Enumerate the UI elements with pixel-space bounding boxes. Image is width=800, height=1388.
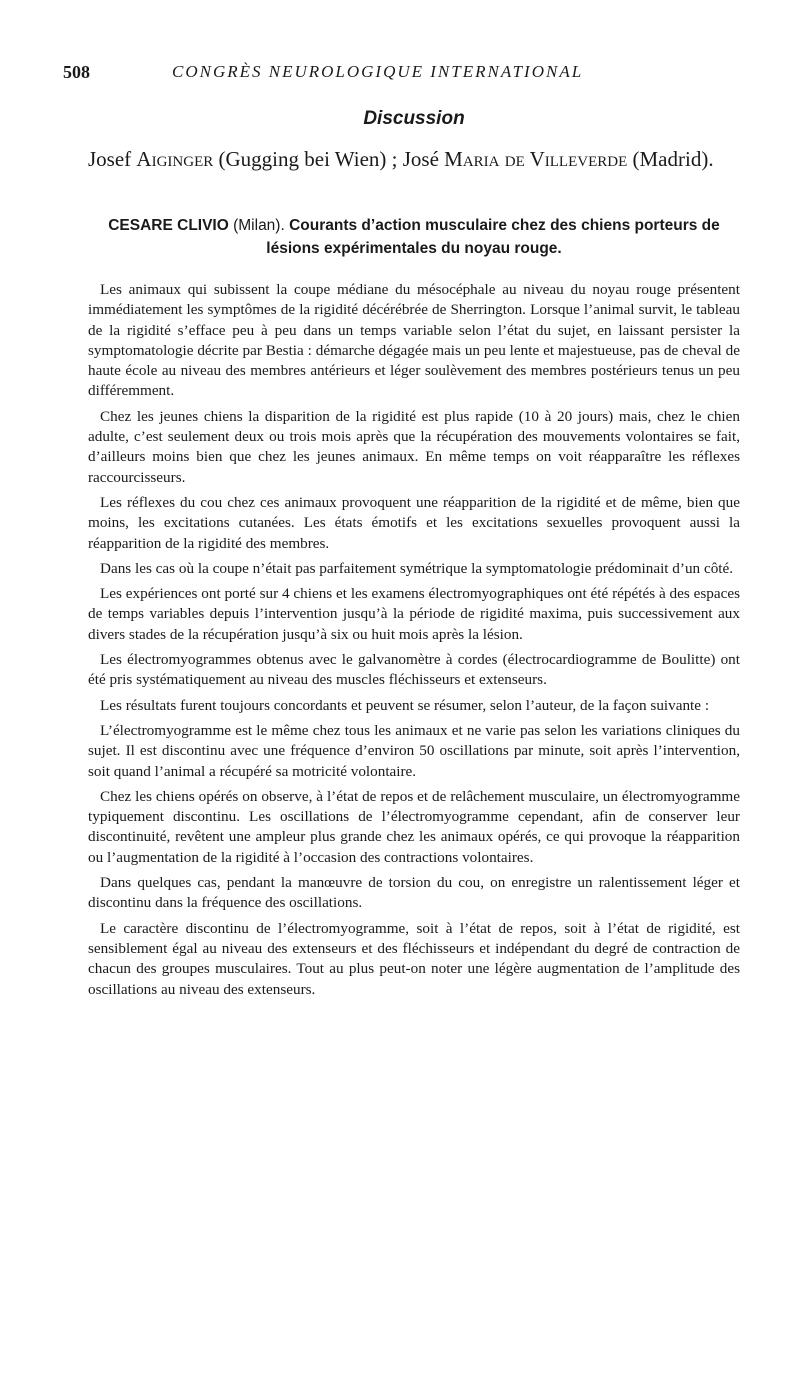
page	[63, 56, 740, 1005]
discussant-last-name: Aiginger	[136, 147, 214, 171]
page-number: 508	[63, 62, 90, 82]
running-title: CONGRÈS NEUROLOGIQUE INTERNATIONAL	[172, 62, 584, 81]
paragraph: Les animaux qui subissent la coupe médiane du mésocéphale au niveau du noyau rouge présentent immédiatement les symptômes de la rigidité décérébrée de Sherrington. Lorsque l’animal survit, le tableau de la rigidité s’efface peu à peu dans un temps variable selon l’état du sujet, en laissant persister la symptomatologie décrite par Bestia : démarche dégagée mais un peu lente et majestueuse, pas de cheval de haute école au niveau des membres antérieurs et léger soulèvement des membres postérieurs tenus un peu différemment.	[88, 281, 740, 400]
paragraph: Chez les jeunes chiens la disparition de la rigidité est plus rapide (10 à 20 jours) mais, chez le chien adulte, c’est seulement deux ou trois mois après que la récupération des mouvements volontaires se fait, d’ailleurs moins bien que chez les jeunes animaux. En même temps on voit réapparaître les réflexes raccourcisseurs.	[88, 407, 740, 486]
paragraph: Les expériences ont porté sur 4 chiens et les examens électromyographiques ont été répétés à des espaces de temps variables depuis l’intervention jusqu’à la période de rigidité maxima, puis successivement aux divers stades de la récupération jusqu’à six ou huit mois après la lésion.	[88, 585, 740, 643]
article-title: Courants d’action musculaire chez des chiens porteurs de lésions expérimentales du noyau rouge.	[266, 217, 720, 257]
paragraph: Les réflexes du cou chez ces animaux provoquent une réapparition de la rigidité et de même, bien que moins, les excitations cutanées. Les états émotifs et les excitations sexuelles provoquent aussi la réapparition de la rigidité des membres.	[88, 493, 740, 552]
paragraph: Chez les chiens opérés on observe, à l’état de repos et de relâchement musculaire, un électromyogramme typiquement discontinu. Les oscillations de l’électromyogramme cependant, afin de conserver leur discontinuité, revêtent une ampleur plus grande chez les animaux opérés, ce qui provoque la réapparition ou l’augmentation de la rigidité à l’occasion des contractions volontaires.	[88, 787, 740, 866]
discussant-place: (Madrid).	[627, 147, 714, 171]
discussant-first-name: Josef	[88, 147, 137, 171]
article-author: CESARE CLIVIO	[108, 217, 229, 234]
discussant-first-name: José	[402, 147, 445, 171]
discussant-place: (Gugging bei Wien) ;	[213, 147, 403, 171]
paragraph: L’électromyogramme est le même chez tous les animaux et ne varie pas selon les variations cliniques du sujet. Il est discontinu avec une fréquence d’environ 50 oscillations par minute, soit après l’intervention, soit quand l’animal a récupéré sa motricité volontaire.	[88, 721, 740, 780]
discussant-last-name: Maria de Villeverde	[444, 147, 628, 171]
discussion-heading: Discussion	[363, 108, 465, 129]
paragraph: Dans les cas où la coupe n’était pas parfaitement symétrique la symptomatologie prédominait d’un côté.	[100, 559, 734, 577]
paragraph: Le caractère discontinu de l’électromyogramme, soit à l’état de repos, soit à l’état de rigidité, est sensiblement égal au niveau des extenseurs et des fléchisseurs et indépendant du degré de contraction de chacun des groupes musculaires. Tout au plus peut-on noter une légère augmentation de l’amplitude des oscillations au niveau des extenseurs.	[88, 919, 740, 998]
discussants	[88, 144, 740, 175]
paragraph: Dans quelques cas, pendant la manœuvre de torsion du cou, on enregistre un ralentissement léger et discontinu dans la fréquence des oscillations.	[88, 874, 740, 912]
paragraph: Les résultats furent toujours concordants et peuvent se résumer, selon l’auteur, de la façon suivante :	[100, 696, 710, 714]
paragraph: Les électromyogrammes obtenus avec le galvanomètre à cordes (électrocardiogramme de Boulitte) ont été pris systématiquement au niveau des muscles fléchisseurs et extenseurs.	[88, 651, 740, 689]
running-head	[63, 56, 740, 86]
article-heading	[88, 214, 740, 260]
article-author-city: (Milan).	[228, 217, 290, 234]
article-body	[88, 280, 740, 1000]
